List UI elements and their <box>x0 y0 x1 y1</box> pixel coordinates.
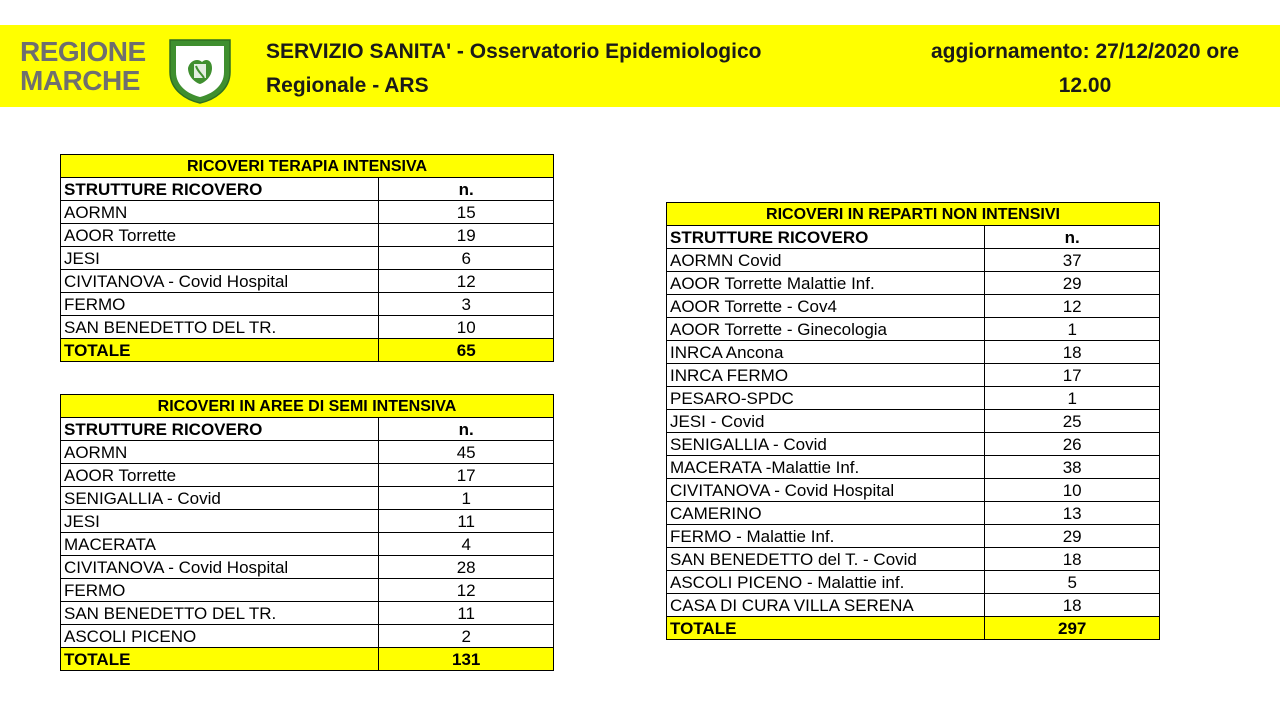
count-cell: 12 <box>379 270 554 293</box>
update-line-2: 12.00 <box>1058 74 1112 97</box>
count-cell: 12 <box>379 579 554 602</box>
count-cell: 25 <box>985 410 1160 433</box>
table-row <box>61 270 554 293</box>
column-header-n: n. <box>379 418 554 441</box>
struttura-cell: AORMN <box>61 201 379 224</box>
count-cell: 29 <box>985 525 1160 548</box>
table-row <box>61 579 554 602</box>
struttura-cell: SENIGALLIA - Covid <box>667 433 985 456</box>
count-cell: 12 <box>985 295 1160 318</box>
struttura-cell: SAN BENEDETTO DEL TR. <box>61 602 379 625</box>
table-row <box>667 272 1160 295</box>
table-row <box>61 625 554 648</box>
count-cell: 18 <box>985 548 1160 571</box>
logo-line-2: MARCHE <box>20 65 140 96</box>
table-terapia-intensiva <box>60 154 554 362</box>
count-cell: 15 <box>379 201 554 224</box>
count-cell: 11 <box>379 602 554 625</box>
struttura-cell: FERMO <box>61 579 379 602</box>
count-cell: 19 <box>379 224 554 247</box>
table-row <box>667 364 1160 387</box>
column-header-n: n. <box>985 226 1160 249</box>
struttura-cell: JESI <box>61 510 379 533</box>
table-total-row <box>61 648 554 671</box>
table-row <box>61 533 554 556</box>
table-row <box>667 571 1160 594</box>
logo-line-1: REGIONE <box>20 36 146 67</box>
total-value: 131 <box>379 648 554 671</box>
struttura-cell: AOOR Torrette - Cov4 <box>667 295 985 318</box>
count-cell: 17 <box>379 464 554 487</box>
column-header-struttura: STRUTTURE RICOVERO <box>61 178 379 201</box>
table-row <box>667 525 1160 548</box>
table-row <box>61 510 554 533</box>
table-row <box>667 548 1160 571</box>
column-header-struttura: STRUTTURE RICOVERO <box>667 226 985 249</box>
struttura-cell: CAMERINO <box>667 502 985 525</box>
count-cell: 4 <box>379 533 554 556</box>
count-cell: 26 <box>985 433 1160 456</box>
struttura-cell: CIVITANOVA - Covid Hospital <box>61 270 379 293</box>
count-cell: 10 <box>985 479 1160 502</box>
table-total-row <box>61 339 554 362</box>
table-title: RICOVERI IN REPARTI NON INTENSIVI <box>667 203 1160 226</box>
struttura-cell: CIVITANOVA - Covid Hospital <box>61 556 379 579</box>
count-cell: 10 <box>379 316 554 339</box>
struttura-cell: CIVITANOVA - Covid Hospital <box>667 479 985 502</box>
table-row <box>667 502 1160 525</box>
table-row <box>667 341 1160 364</box>
table-header-row <box>667 226 1160 249</box>
table-row <box>667 249 1160 272</box>
table-body <box>61 441 554 648</box>
count-cell: 17 <box>985 364 1160 387</box>
update-line-1: aggiornamento: 27/12/2020 ore <box>930 40 1240 63</box>
count-cell: 38 <box>985 456 1160 479</box>
count-cell: 45 <box>379 441 554 464</box>
table-row <box>667 295 1160 318</box>
struttura-cell: MACERATA <box>61 533 379 556</box>
count-cell: 2 <box>379 625 554 648</box>
struttura-cell: JESI - Covid <box>667 410 985 433</box>
title-line-1: SERVIZIO SANITA' - Osservatorio Epidemiologico <box>266 40 762 63</box>
header-banner <box>0 25 1280 107</box>
table-semi-intensiva <box>60 394 554 671</box>
table-row <box>667 456 1160 479</box>
table-header-row <box>61 418 554 441</box>
table-row <box>61 556 554 579</box>
table-row <box>61 224 554 247</box>
table-non-intensivi <box>666 202 1160 640</box>
count-cell: 1 <box>985 318 1160 341</box>
table-header-row <box>61 178 554 201</box>
struttura-cell: SAN BENEDETTO del T. - Covid <box>667 548 985 571</box>
struttura-cell: INRCA FERMO <box>667 364 985 387</box>
table-body <box>61 201 554 339</box>
struttura-cell: INRCA Ancona <box>667 341 985 364</box>
table-row <box>61 316 554 339</box>
regione-marche-logo <box>20 37 235 103</box>
total-value: 297 <box>985 617 1160 640</box>
struttura-cell: ASCOLI PICENO <box>61 625 379 648</box>
column-header-struttura: STRUTTURE RICOVERO <box>61 418 379 441</box>
count-cell: 5 <box>985 571 1160 594</box>
struttura-cell: MACERATA -Malattie Inf. <box>667 456 985 479</box>
table-row <box>667 318 1160 341</box>
struttura-cell: AOOR Torrette <box>61 464 379 487</box>
count-cell: 18 <box>985 341 1160 364</box>
count-cell: 3 <box>379 293 554 316</box>
struttura-cell: FERMO <box>61 293 379 316</box>
column-header-n: n. <box>379 178 554 201</box>
struttura-cell: JESI <box>61 247 379 270</box>
struttura-cell: SENIGALLIA - Covid <box>61 487 379 510</box>
shield-icon <box>168 38 232 104</box>
table-row <box>61 464 554 487</box>
table-row <box>667 387 1160 410</box>
update-timestamp <box>900 35 1270 103</box>
total-value: 65 <box>379 339 554 362</box>
count-cell: 1 <box>985 387 1160 410</box>
table-row <box>667 479 1160 502</box>
table-row <box>61 247 554 270</box>
title-line-2: Regionale - ARS <box>266 74 429 97</box>
table-row <box>61 201 554 224</box>
table-row <box>667 410 1160 433</box>
count-cell: 13 <box>985 502 1160 525</box>
count-cell: 37 <box>985 249 1160 272</box>
table-row <box>61 441 554 464</box>
struttura-cell: AOOR Torrette <box>61 224 379 247</box>
table-row <box>61 293 554 316</box>
struttura-cell: FERMO - Malattie Inf. <box>667 525 985 548</box>
page-title <box>266 35 846 103</box>
struttura-cell: AORMN <box>61 441 379 464</box>
count-cell: 11 <box>379 510 554 533</box>
table-title: RICOVERI IN AREE DI SEMI INTENSIVA <box>61 395 554 418</box>
table-row <box>61 487 554 510</box>
struttura-cell: AORMN Covid <box>667 249 985 272</box>
table-row <box>667 433 1160 456</box>
count-cell: 29 <box>985 272 1160 295</box>
struttura-cell: SAN BENEDETTO DEL TR. <box>61 316 379 339</box>
table-total-row <box>667 617 1160 640</box>
count-cell: 18 <box>985 594 1160 617</box>
count-cell: 1 <box>379 487 554 510</box>
struttura-cell: CASA DI CURA VILLA SERENA <box>667 594 985 617</box>
table-row <box>61 602 554 625</box>
count-cell: 6 <box>379 247 554 270</box>
count-cell: 28 <box>379 556 554 579</box>
table-row <box>667 594 1160 617</box>
total-label: TOTALE <box>667 617 985 640</box>
struttura-cell: AOOR Torrette Malattie Inf. <box>667 272 985 295</box>
logo-wordmark <box>20 37 168 95</box>
struttura-cell: AOOR Torrette - Ginecologia <box>667 318 985 341</box>
struttura-cell: ASCOLI PICENO - Malattie inf. <box>667 571 985 594</box>
table-body <box>667 249 1160 617</box>
total-label: TOTALE <box>61 339 379 362</box>
table-title: RICOVERI TERAPIA INTENSIVA <box>61 155 554 178</box>
total-label: TOTALE <box>61 648 379 671</box>
struttura-cell: PESARO-SPDC <box>667 387 985 410</box>
